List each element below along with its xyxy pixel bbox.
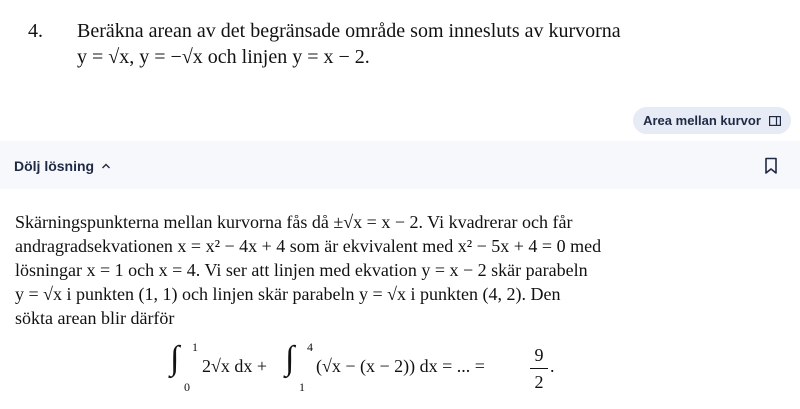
chevron-up-icon [101,162,111,170]
problem-text-line-1: Beräkna arean av det begränsade område som innesluts av kurvorna [77,20,621,42]
solution-line-5: sökta arean blir därför [15,308,175,328]
problem-text-line-2: y = √x, y = −√x och linjen y = x − 2. [77,46,370,68]
equation-end: . [550,356,555,376]
integral-1-upper-limit: 1 [192,340,198,354]
problem-number: 4. [28,20,43,42]
integral-2-lower-limit: 1 [299,380,305,394]
integral-sign-1: ∫ [170,340,180,377]
problem-statement [0,18,800,78]
result-denominator: 2 [534,372,544,392]
hide-solution-label: Dölj lösning [14,158,95,174]
integral-2-upper-limit: 4 [307,340,313,354]
area-integral-equation [170,340,630,400]
solution-text [15,210,790,330]
integral-sign-2: ∫ [285,340,295,377]
bookmark-icon[interactable] [764,157,778,175]
integral-2-body: (√x − (x − 2)) dx = ... = [316,356,485,376]
solution-line-4: y = √x i punkten (1, 1) och linjen skär parabeln y = √x i punkten (4, 2). Den [15,284,561,304]
topic-tag-label: Area mellan kurvor [643,113,761,128]
fraction-bar [530,368,548,369]
solution-panel-header [0,141,800,189]
hide-solution-toggle[interactable] [14,158,111,174]
integral-1-lower-limit: 0 [184,380,190,394]
result-numerator: 9 [534,345,544,365]
sidebar-panel-icon [769,116,781,126]
solution-line-2: andragradsekvationen x = x² − 4x + 4 som är ekvivalent med x² − 5x + 4 = 0 med [15,236,602,256]
topic-tag-button[interactable] [633,107,791,134]
solution-line-3: lösningar x = 1 och x = 4. Vi ser att linjen med ekvation y = x − 2 skär parabeln [15,260,588,280]
solution-line-1: Skärningspunkterna mellan kurvorna fås då ±√x = x − 2. Vi kvadrerar och får [15,212,573,232]
integral-1-body: 2√x dx + [202,356,268,376]
